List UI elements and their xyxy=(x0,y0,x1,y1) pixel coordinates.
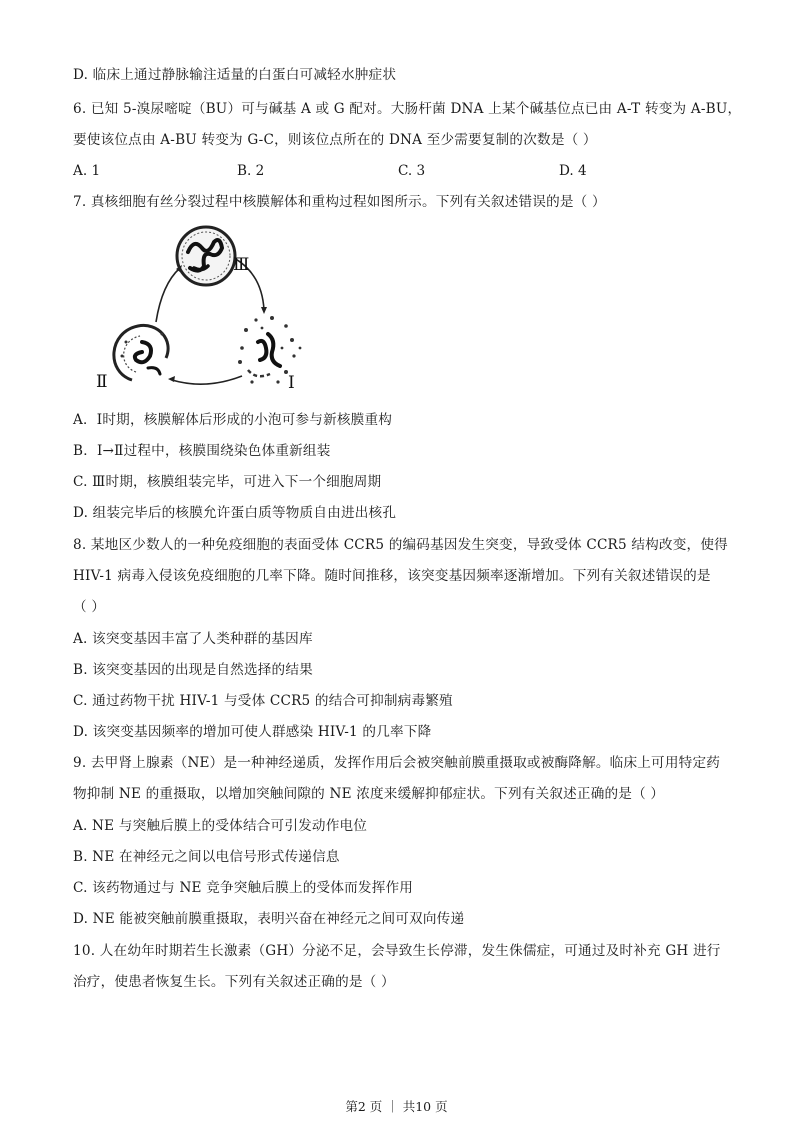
q6-stem-line1: 6. 已知 5-溴尿嘧啶（BU）可与碱基 A 或 G 配对。大肠杆菌 DNA 上某个碱基位点已由 A-T 转变为 A-BU， xyxy=(73,101,742,117)
q10-stem-line2: 治疗，使患者恢复生长。下列有关叙述正确的是（ ） xyxy=(73,974,395,990)
q10-stem-line1: 10. 人在幼年时期若生长激素（GH）分泌不足，会导致生长停滞，发生侏儒症，可通过及时补充 GH 进行 xyxy=(73,943,721,959)
q9-stem-line1: 9. 去甲肾上腺素（NE）是一种神经递质，发挥作用后会被突触前膜重摄取或被酶降解。临床上可用特定药 xyxy=(73,755,721,771)
q7-option-a: A．Ⅰ时期，核膜解体后形成的小泡可参与新核膜重构 xyxy=(73,412,393,428)
stage-ii-nucleus xyxy=(114,325,168,380)
q9-stem-line2: 物抑制 NE 的重摄取，以增加突触间隙的 NE 浓度来缓解抑郁症状。下列有关叙述正确的是（ ） xyxy=(73,786,665,802)
q8-stem-line3: （ ） xyxy=(73,599,106,615)
q8-option-d: D. 该突变基因频率的增加可使人群感染 HIV-1 的几率下降 xyxy=(73,724,432,740)
q8-stem-line2: HIV-1 病毒入侵该免疫细胞的几率下降。随时间推移，该突变基因频率逐渐增加。下列有关叙述错误的是 xyxy=(73,568,711,584)
q9-option-d: D. NE 能被突触前膜重摄取，表明兴奋在神经元之间可双向传递 xyxy=(73,911,465,927)
page-footer: 第2 页 ｜ 共10 页 xyxy=(345,1099,448,1114)
q7-stem: 7. 真核细胞有丝分裂过程中核膜解体和重构过程如图所示。下列有关叙述错误的是（ ） xyxy=(73,194,606,210)
q8-option-a: A. 该突变基因丰富了人类种群的基因库 xyxy=(73,631,313,647)
q8-option-c: C. 通过药物干扰 HIV-1 与受体 CCR5 的结合可抑制病毒繁殖 xyxy=(73,693,453,709)
stage-i-label: Ⅰ xyxy=(288,373,295,393)
q5-option-d: D. 临床上通过静脉输注适量的白蛋白可减轻水肿症状 xyxy=(73,67,397,83)
q8-stem-line1: 8. 某地区少数人的一种免疫细胞的表面受体 CCR5 的编码基因发生突变，导致受体 CCR5 结构改变，使得 xyxy=(73,537,728,553)
q7-option-c: C. Ⅲ时期，核膜组装完毕，可进入下一个细胞周期 xyxy=(73,474,382,490)
stage-iii-nucleus xyxy=(177,227,235,285)
nuclear-envelope-cycle-diagram xyxy=(96,222,326,402)
q9-option-c: C. 该药物通过与 NE 竞争突触后膜上的受体而发挥作用 xyxy=(73,880,414,896)
q6-option-a: A. 1 xyxy=(73,163,101,179)
stage-ii-label: Ⅱ xyxy=(96,372,108,392)
q7-option-b: B．Ⅰ→Ⅱ过程中，核膜围绕染色体重新组装 xyxy=(73,443,331,459)
stage-iii-label: Ⅲ xyxy=(233,255,250,275)
q8-option-b: B. 该突变基因的出现是自然选择的结果 xyxy=(73,662,313,678)
q7-option-d: D. 组装完毕后的核膜允许蛋白质等物质自由进出核孔 xyxy=(73,505,397,521)
q6-option-d: D. 4 xyxy=(559,163,587,179)
q6-stem-line2: 要使该位点由 A-BU 转变为 G-C，则该位点所在的 DNA 至少需要复制的次数是（ ） xyxy=(73,132,597,148)
q9-option-b: B. NE 在神经元之间以电信号形式传递信息 xyxy=(73,849,340,865)
q6-option-c: C. 3 xyxy=(398,163,426,179)
q6-option-b: B. 2 xyxy=(237,163,265,179)
q9-option-a: A. NE 与突触后膜上的受体结合可引发动作电位 xyxy=(73,818,368,834)
